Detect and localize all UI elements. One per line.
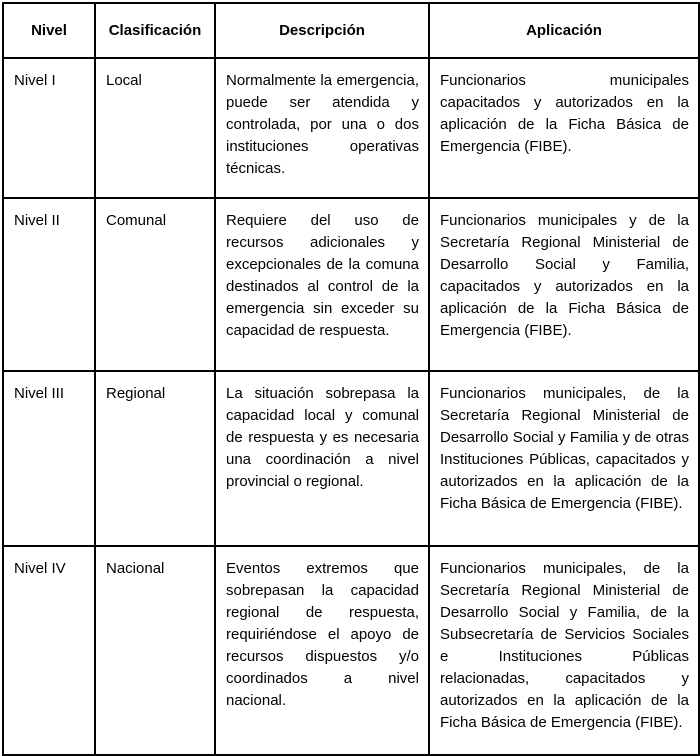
table-row — [3, 546, 699, 755]
nivel-cell: Nivel IV — [3, 546, 95, 755]
column-header-clasificacion: Clasificación — [95, 3, 215, 58]
table-header-row — [3, 3, 699, 58]
clasificacion-cell: Comunal — [95, 198, 215, 371]
table-row — [3, 371, 699, 546]
column-header-nivel: Nivel — [3, 3, 95, 58]
aplicacion-cell: Funcionarios municipales capacitados y autorizados en la aplicación de la Ficha Básica de Emergencia (FIBE). — [429, 58, 699, 198]
column-header-aplicacion: Aplicación — [429, 3, 699, 58]
clasificacion-cell: Nacional — [95, 546, 215, 755]
emergency-levels-table — [2, 2, 700, 756]
nivel-cell: Nivel I — [3, 58, 95, 198]
descripcion-cell: Requiere del uso de recursos adicionales y excepcionales de la comuna destinados al control de la emergencia sin exceder su capacidad de respuesta. — [215, 198, 429, 371]
descripcion-cell: Normalmente la emergencia, puede ser atendida y controlada, por una o dos instituciones operativas técnicas. — [215, 58, 429, 198]
descripcion-cell: La situación sobrepasa la capacidad local y comunal de respuesta y es necesaria una coordinación a nivel provincial o regional. — [215, 371, 429, 546]
aplicacion-cell: Funcionarios municipales, de la Secretaría Regional Ministerial de Desarrollo Social y Familia y de otras Instituciones Públicas, capacitados y autorizados en la aplicación de la Ficha Básica de Emergencia (FIBE). — [429, 371, 699, 546]
nivel-cell: Nivel III — [3, 371, 95, 546]
clasificacion-cell: Local — [95, 58, 215, 198]
column-header-descripcion: Descripción — [215, 3, 429, 58]
table-row — [3, 58, 699, 198]
descripcion-cell: Eventos extremos que sobrepasan la capacidad regional de respuesta, requiriéndose el apoyo de recursos dispuestos y/o coordinados a nivel nacional. — [215, 546, 429, 755]
nivel-cell: Nivel II — [3, 198, 95, 371]
clasificacion-cell: Regional — [95, 371, 215, 546]
aplicacion-cell: Funcionarios municipales y de la Secretaría Regional Ministerial de Desarrollo Social y Familia, capacitados y autorizados en la aplicación de la Ficha Básica de Emergencia (FIBE). — [429, 198, 699, 371]
table-row — [3, 198, 699, 371]
aplicacion-cell: Funcionarios municipales, de la Secretaría Regional Ministerial de Desarrollo Social y Familia, de la Subsecretaría de Servicios Sociales e Instituciones Públicas relacionadas, capacitados y autorizados en la aplicación de la Ficha Básica de Emergencia (FIBE). — [429, 546, 699, 755]
